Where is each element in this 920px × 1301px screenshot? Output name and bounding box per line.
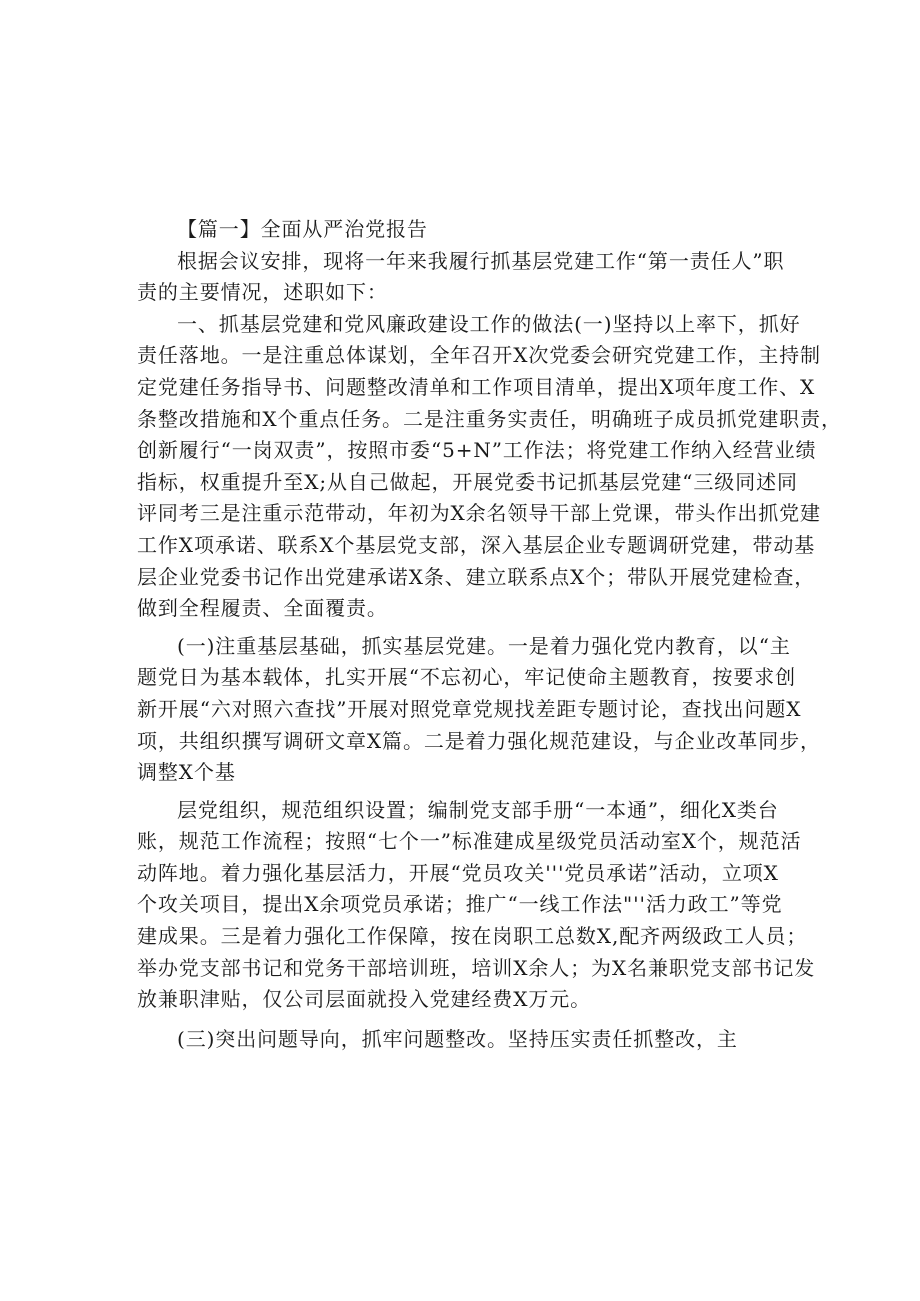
paragraph-line: (一)注重基层基础，抓实基层党建。一是着力强化党内教育，以“主 [177, 633, 791, 658]
section-two-paragraph [137, 631, 821, 789]
paragraph-line: 动阵地。着力强化基层活力，开展“党员攻关'''党员承诺”活动，立项X [137, 860, 779, 885]
paragraph-line: 新开展“六对照六查找”开展对照党章党规找差距专题讨论，查找出问题X [137, 696, 802, 721]
paragraph-line: 定党建任务指导书、问题整改清单和工作项目清单，提出X项年度工作、X [137, 374, 816, 399]
paragraph-line: 放兼职津贴，仅公司层面就投入党建经费X万元。 [137, 987, 592, 1012]
paragraph-line: 项，共组织撰写调研文章X篇。二是着力强化规范建设，与企业改革同步， [137, 728, 821, 753]
paragraph-line: 建成果。三是着力强化工作保障，按在岗职工总数X,配齐两级政工人员； [137, 924, 808, 949]
paragraph-line: 题党日为基本载体，扎实开展“不忘初心，牢记使命主题教育，按要求创 [137, 665, 797, 690]
paragraph-line: 评同考三是注重示范带动，年初为X余名领导干部上党课，带头作出抓党建 [137, 501, 821, 526]
paragraph-line: 工作X项承诺、联系X个基层党支部，深入基层企业专题调研党建，带动基 [137, 532, 816, 557]
section-three-paragraph [137, 795, 816, 1016]
section-one-paragraph [137, 309, 842, 625]
intro-paragraph [137, 246, 787, 309]
paragraph-line: 根据会议安排，现将一年来我履行抓基层党建工作“第一责任人”职 [177, 248, 785, 273]
paragraph-line: 个攻关项目，提出X余项党员承诺；推广“一线工作法"''活力政工”等党 [137, 892, 783, 917]
paragraph-line: 一、抓基层党建和党风廉政建设工作的做法(一)坚持以上率下，抓好 [177, 311, 801, 336]
paragraph-line: 条整改措施和X个重点任务。二是注重务实责任，明确班子成员抓党建职责， [137, 406, 842, 431]
paragraph-line: 调整X个基 [137, 760, 236, 785]
paragraph-line: (三)突出问题导向，抓牢问题整改。坚持压实责任抓整改，主 [177, 1026, 738, 1051]
paragraph-line: 账，规范工作流程；按照“七个一”标准建成星级党员活动室X个，规范活 [137, 829, 802, 854]
document-title: 【篇一】全面从严治党报告 [177, 217, 428, 241]
paragraph-line: 责任落地。一是注重总体谋划，全年召开X次党委会研究党建工作，主持制 [137, 343, 821, 368]
paragraph-line: 责的主要情况，述职如下： [137, 280, 388, 305]
paragraph-line: 层党组织，规范组织设置；编制党支部手册“一本通”，细化X类台 [177, 797, 779, 822]
paragraph-line: 层企业党委书记作出党建承诺X条、建立联系点X个；带队开展党建检查， [137, 564, 816, 589]
document-body [137, 214, 842, 1055]
paragraph-line: 指标，权重提升至X;从自己做起，开展党委书记抓基层党建“三级同述同 [137, 469, 798, 494]
paragraph-line: 做到全程履责、全面覆责。 [137, 596, 388, 621]
paragraph-line: 创新履行“一岗双责”，按照市委“5+N”工作法；将党建工作纳入经营业绩 [137, 438, 817, 463]
paragraph-line: 举办党支部书记和党务干部培训班，培训X余人；为X名兼职党支部书记发 [137, 955, 816, 980]
section-four-paragraph [137, 1024, 787, 1056]
